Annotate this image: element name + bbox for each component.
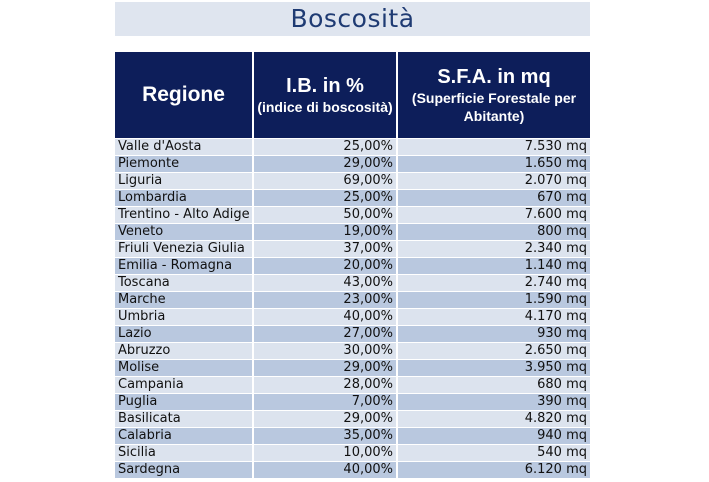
table-row bbox=[115, 326, 590, 343]
cell-sfa: 680 mq bbox=[397, 377, 590, 394]
table-row bbox=[115, 309, 590, 326]
table-row bbox=[115, 173, 590, 190]
cell-regione: Lombardia bbox=[115, 190, 253, 207]
cell-regione: Marche bbox=[115, 292, 253, 309]
cell-sfa: 7.530 mq bbox=[397, 139, 590, 156]
table-row bbox=[115, 190, 590, 207]
cell-regione: Emilia - Romagna bbox=[115, 258, 253, 275]
ib-header-sublabel: (indice di boscosità) bbox=[257, 99, 393, 115]
ib-header-label: I.B. in % bbox=[286, 75, 364, 97]
cell-ib: 7,00% bbox=[253, 394, 397, 411]
cell-sfa: 4.820 mq bbox=[397, 411, 590, 428]
table-row bbox=[115, 428, 590, 445]
cell-ib: 35,00% bbox=[253, 428, 397, 445]
cell-ib: 25,00% bbox=[253, 190, 397, 207]
cell-regione: Campania bbox=[115, 377, 253, 394]
table-row bbox=[115, 241, 590, 258]
region-header-label: Regione bbox=[142, 83, 225, 106]
forest-cover-table bbox=[115, 52, 590, 478]
sfa-header-label: S.F.A. in mq bbox=[437, 66, 551, 88]
cell-ib: 37,00% bbox=[253, 241, 397, 258]
sfa-header-sublabel: (Superficie Forestale per Abitante) bbox=[411, 90, 577, 124]
cell-sfa: 540 mq bbox=[397, 445, 590, 462]
table-row bbox=[115, 292, 590, 309]
table-row bbox=[115, 360, 590, 377]
cell-ib: 50,00% bbox=[253, 207, 397, 224]
table-row bbox=[115, 411, 590, 428]
table-row bbox=[115, 156, 590, 173]
cell-ib: 29,00% bbox=[253, 360, 397, 377]
table-header-row bbox=[115, 52, 590, 139]
cell-regione: Basilicata bbox=[115, 411, 253, 428]
cell-regione: Calabria bbox=[115, 428, 253, 445]
cell-ib: 30,00% bbox=[253, 343, 397, 360]
cell-regione: Abruzzo bbox=[115, 343, 253, 360]
cell-regione: Sicilia bbox=[115, 445, 253, 462]
table-row bbox=[115, 224, 590, 241]
table-body bbox=[115, 139, 590, 479]
table-row bbox=[115, 275, 590, 292]
cell-sfa: 6.120 mq bbox=[397, 462, 590, 479]
cell-ib: 29,00% bbox=[253, 411, 397, 428]
cell-ib: 29,00% bbox=[253, 156, 397, 173]
cell-sfa: 1.650 mq bbox=[397, 156, 590, 173]
cell-ib: 23,00% bbox=[253, 292, 397, 309]
cell-ib: 40,00% bbox=[253, 309, 397, 326]
cell-ib: 43,00% bbox=[253, 275, 397, 292]
cell-ib: 40,00% bbox=[253, 462, 397, 479]
cell-regione: Piemonte bbox=[115, 156, 253, 173]
table-row bbox=[115, 207, 590, 224]
cell-sfa: 1.140 mq bbox=[397, 258, 590, 275]
cell-sfa: 670 mq bbox=[397, 190, 590, 207]
cell-ib: 10,00% bbox=[253, 445, 397, 462]
cell-regione: Veneto bbox=[115, 224, 253, 241]
table-row bbox=[115, 139, 590, 156]
cell-ib: 69,00% bbox=[253, 173, 397, 190]
cell-regione: Molise bbox=[115, 360, 253, 377]
table-row bbox=[115, 462, 590, 479]
cell-regione: Lazio bbox=[115, 326, 253, 343]
cell-sfa: 3.950 mq bbox=[397, 360, 590, 377]
cell-sfa: 940 mq bbox=[397, 428, 590, 445]
cell-sfa: 930 mq bbox=[397, 326, 590, 343]
cell-sfa: 800 mq bbox=[397, 224, 590, 241]
cell-sfa: 2.070 mq bbox=[397, 173, 590, 190]
cell-sfa: 2.650 mq bbox=[397, 343, 590, 360]
cell-ib: 28,00% bbox=[253, 377, 397, 394]
cell-regione: Trentino - Alto Adige bbox=[115, 207, 253, 224]
cell-regione: Puglia bbox=[115, 394, 253, 411]
page-title: Boscosità bbox=[115, 2, 590, 36]
cell-sfa: 7.600 mq bbox=[397, 207, 590, 224]
cell-ib: 27,00% bbox=[253, 326, 397, 343]
cell-sfa: 2.740 mq bbox=[397, 275, 590, 292]
cell-sfa: 1.590 mq bbox=[397, 292, 590, 309]
cell-ib: 20,00% bbox=[253, 258, 397, 275]
table-row bbox=[115, 445, 590, 462]
cell-sfa: 2.340 mq bbox=[397, 241, 590, 258]
cell-regione: Toscana bbox=[115, 275, 253, 292]
cell-regione: Valle d'Aosta bbox=[115, 139, 253, 156]
cell-ib: 25,00% bbox=[253, 139, 397, 156]
cell-regione: Liguria bbox=[115, 173, 253, 190]
cell-regione: Sardegna bbox=[115, 462, 253, 479]
cell-regione: Umbria bbox=[115, 309, 253, 326]
column-header-sfa bbox=[397, 52, 590, 139]
cell-sfa: 4.170 mq bbox=[397, 309, 590, 326]
table-row bbox=[115, 343, 590, 360]
table-row bbox=[115, 394, 590, 411]
column-header-region bbox=[115, 52, 253, 139]
cell-sfa: 390 mq bbox=[397, 394, 590, 411]
table-row bbox=[115, 258, 590, 275]
cell-ib: 19,00% bbox=[253, 224, 397, 241]
table-row bbox=[115, 377, 590, 394]
cell-regione: Friuli Venezia Giulia bbox=[115, 241, 253, 258]
column-header-ib bbox=[253, 52, 397, 139]
